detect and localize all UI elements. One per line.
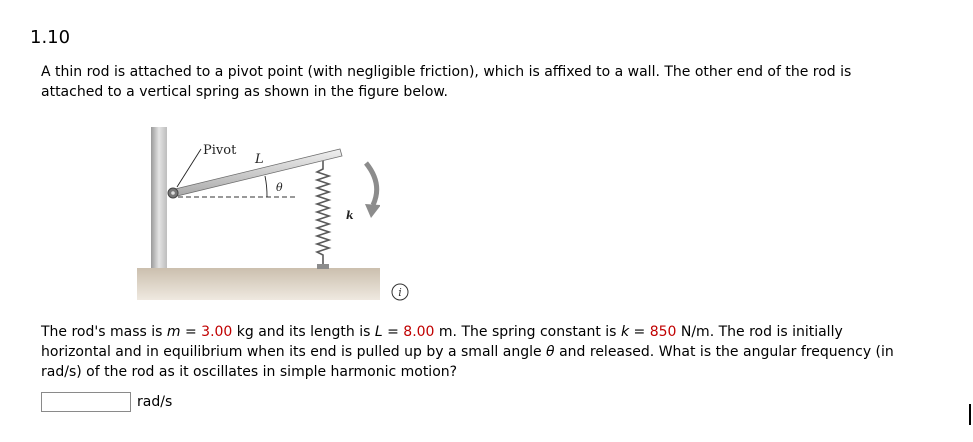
info-icon[interactable]	[391, 283, 409, 301]
answer-row	[41, 392, 172, 412]
intro-line-2: attached to a vertical spring as shown in the figure below.	[41, 84, 449, 100]
question-text: The rod's mass is	[41, 324, 167, 340]
problem-number: 1.10	[30, 27, 71, 48]
rod-spring-figure	[137, 125, 380, 300]
mass-value: 3.00	[201, 324, 233, 340]
rotation-arrow	[366, 163, 377, 205]
problem-intro	[41, 62, 941, 102]
question-text: N/m. The rod is initially	[676, 324, 843, 340]
angle-label: θ	[276, 181, 283, 194]
question-text: kg and its length is	[232, 324, 375, 340]
spring-constant-value: 850	[649, 324, 677, 340]
question-text: horizontal and in equilibrium when its end is pulled up by a small angle	[41, 344, 547, 360]
mass-symbol: m	[166, 324, 181, 340]
question-text: =	[629, 324, 650, 340]
info-icon-glyph: i	[398, 286, 402, 299]
length-label: L	[255, 152, 264, 167]
pivot-label: Pivot	[203, 143, 237, 158]
length-value: 8.00	[403, 324, 435, 340]
question-text: m. The spring constant is	[434, 324, 621, 340]
question-text: rad/s) of the rod as it oscillates in simple harmonic motion?	[41, 364, 458, 380]
intro-line-1: A thin rod is attached to a pivot point (with negligible friction), which is affixed to a wall. The other end of the rod is	[41, 64, 852, 80]
question-text: and released. What is the angular frequency (in	[554, 344, 894, 360]
answer-input[interactable]	[41, 392, 131, 412]
angle-arc	[265, 176, 267, 197]
wall	[151, 127, 167, 268]
floor	[137, 268, 380, 300]
spring-constant-label: k	[346, 209, 354, 222]
spring	[317, 159, 329, 264]
rotation-arrowhead	[365, 204, 380, 218]
spring-constant-symbol: k	[620, 324, 630, 340]
length-symbol: L	[374, 324, 383, 340]
spring-base	[317, 264, 329, 269]
text-cursor	[969, 404, 971, 425]
problem-question	[41, 322, 966, 382]
pivot-leader	[177, 149, 201, 187]
question-text: =	[180, 324, 202, 340]
question-text: =	[382, 324, 404, 340]
answer-unit: rad/s	[137, 394, 173, 410]
angle-symbol: θ	[546, 344, 555, 360]
